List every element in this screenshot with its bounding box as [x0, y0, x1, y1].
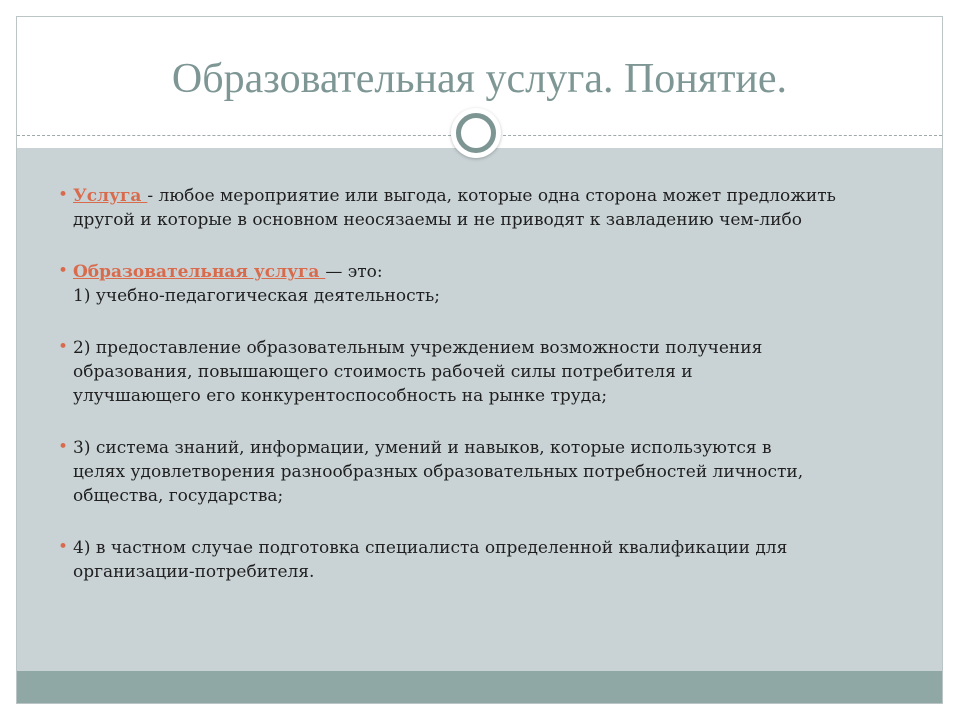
bullet-text-line: образования, повышающего стоимость рабочей силы потребителя и: [73, 362, 693, 382]
bullet-text-line: 2) предоставление образовательным учреждением возможности получения: [73, 338, 763, 358]
bullet-dot-icon: •: [58, 337, 69, 357]
bullet-text-line: улучшающего его конкурентоспособность на рынке труда;: [73, 386, 608, 406]
bullet-text-line: организации-потребителя.: [73, 562, 315, 582]
bullet-item-2: [59, 260, 902, 308]
bullet-term: Услуга: [73, 186, 148, 206]
ring-icon: [451, 108, 501, 158]
bullet-item-1: [59, 184, 902, 232]
bullet-list: [17, 148, 942, 584]
bullet-term: Образовательная услуга: [73, 262, 326, 282]
footer-bar: [17, 671, 942, 703]
bullet-dot-icon: •: [58, 185, 69, 205]
bullet-text-line: - любое мероприятие или выгода, которые одна сторона может предложить: [147, 186, 836, 206]
bullet-text-line: 3) система знаний, информации, умений и навыков, которые используются в: [73, 438, 772, 458]
bullet-text-line: 4) в частном случае подготовка специалиста определенной квалификации для: [73, 538, 788, 558]
bullet-item-4: [59, 436, 902, 508]
bullet-dot-icon: •: [58, 261, 69, 281]
bullet-text-line: целях удовлетворения разнообразных образовательных потребностей личности,: [73, 462, 804, 482]
bullet-dot-icon: •: [58, 437, 69, 457]
bullet-dot-icon: •: [58, 537, 69, 557]
bullet-text-line: общества, государства;: [73, 486, 284, 506]
slide-title: Образовательная услуга. Понятие.: [171, 56, 788, 102]
bullet-item-5: [59, 536, 902, 584]
bullet-text-line: — это:: [325, 262, 383, 282]
slide: [16, 16, 943, 704]
bullet-item-3: [59, 336, 902, 408]
content-area: [17, 148, 942, 673]
bullet-text-line: другой и которые в основном неосязаемы и не приводят к завладению чем-либо: [73, 210, 802, 230]
bullet-text-line: 1) учебно-педагогическая деятельность;: [73, 286, 441, 306]
ring-inner: [456, 113, 496, 153]
